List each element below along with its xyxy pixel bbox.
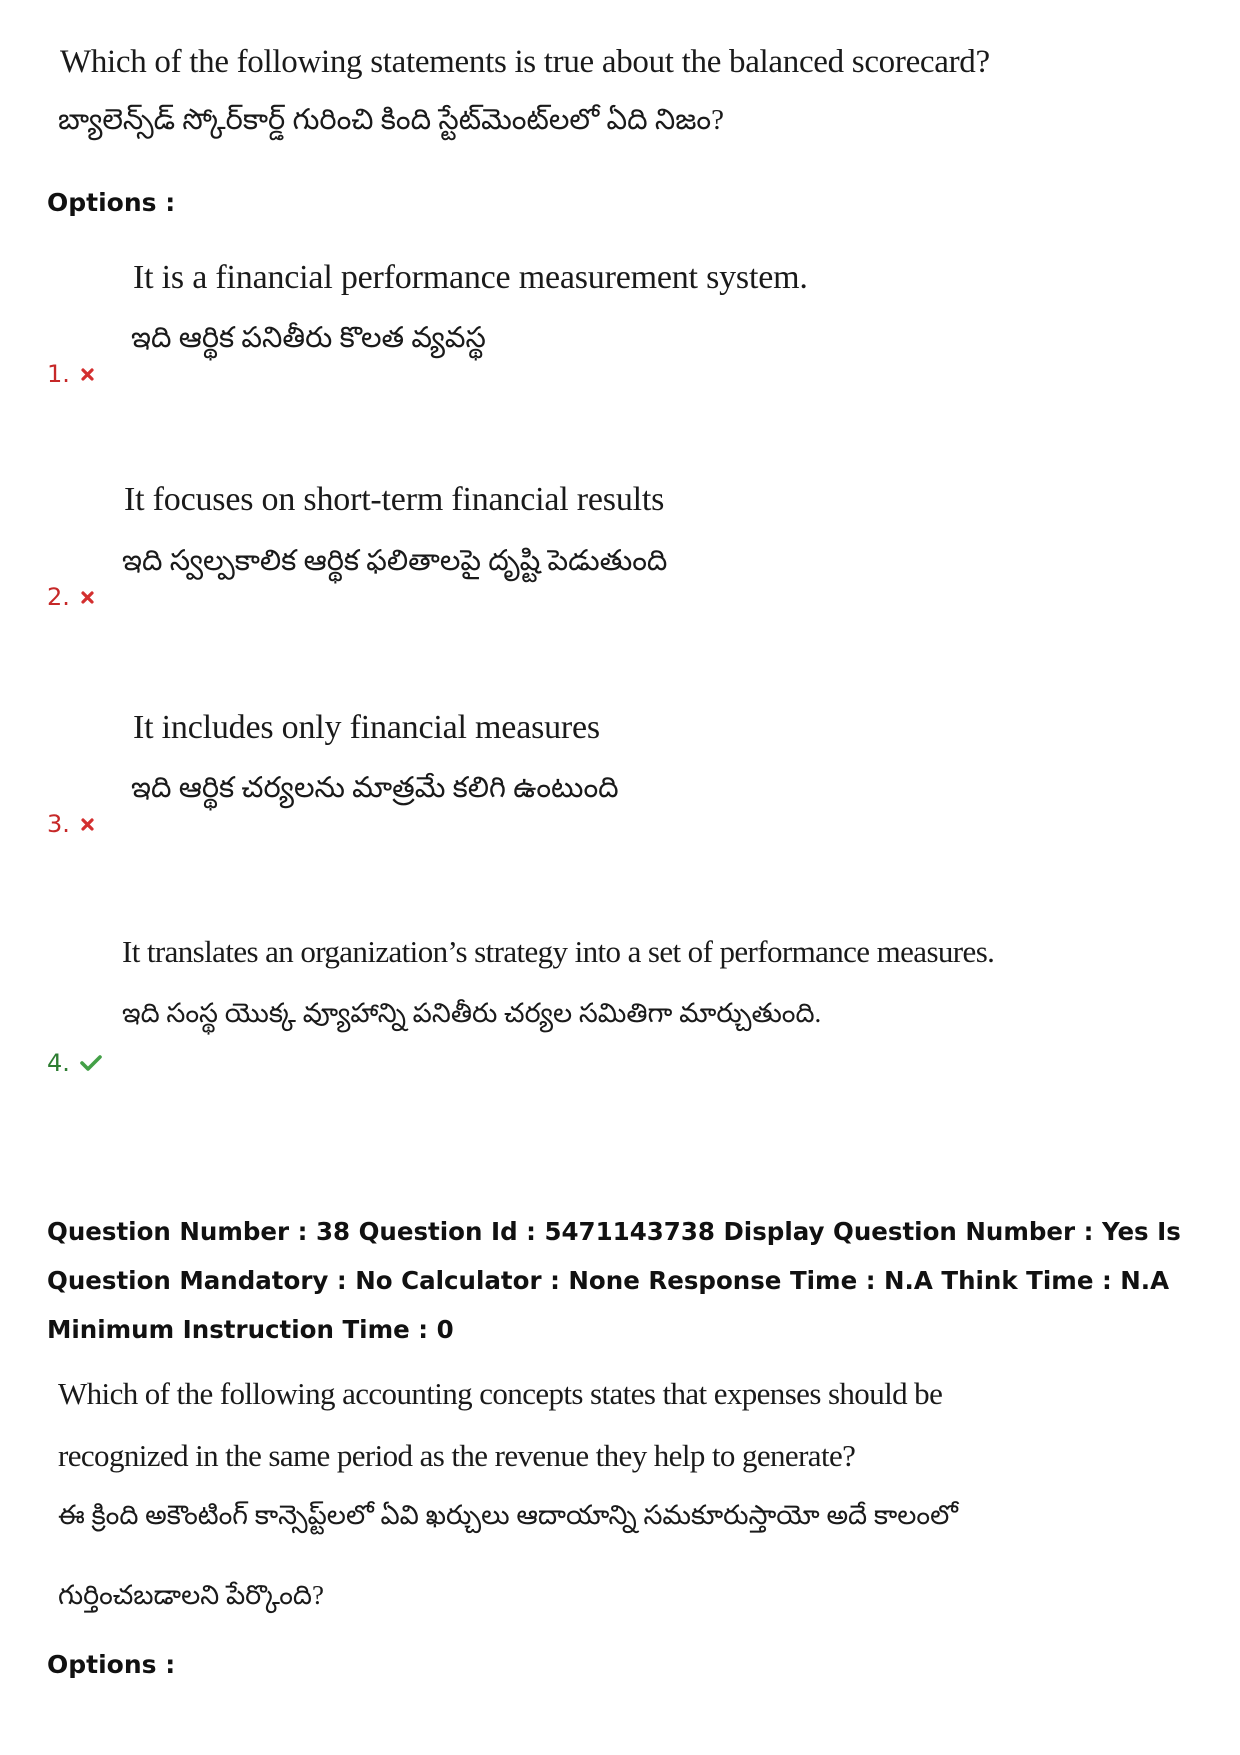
option-4-number [47, 1049, 102, 1077]
next-question-line1-te: ఈ క్రింది అకౌంటింగ్ కాన్సెప్ట్‌లలో ఏవి ఖర్చులు ఆదాయాన్ని సమకూరుస్తాయో అదే కాలంలో [58, 1500, 958, 1530]
option-3-number-label: 3. [47, 810, 70, 838]
next-question-line2-en: recognized in the same period as the revenue they help to generate? [58, 1438, 856, 1473]
option-4-text-en: It translates an organization’s strategy into a set of performance measures. [122, 934, 995, 969]
options-label: Options : [47, 188, 176, 217]
next-question-line2-te: గుర్తించబడాలని పేర్కొంది? [58, 1580, 324, 1610]
cross-icon [80, 367, 95, 382]
option-1-number-label: 1. [47, 360, 70, 388]
cross-icon [80, 590, 95, 605]
option-1-text-en: It is a financial performance measurement system. [133, 259, 808, 296]
option-2-text-en: It focuses on short-term financial results [124, 481, 665, 518]
option-2-number-label: 2. [47, 583, 70, 611]
option-4-number-label: 4. [47, 1049, 70, 1077]
option-2-text-te: ఇది స్వల్పకాలిక ఆర్థిక ఫలితాలపై దృష్టి పెడుతుంది [122, 545, 668, 577]
option-1-number [47, 360, 95, 388]
next-question-line1-en: Which of the following accounting concepts states that expenses should be [58, 1376, 943, 1411]
option-2-number [47, 583, 95, 611]
question-text-te: బ్యాలెన్స్‌డ్ స్కోర్‌కార్డ్ గురించి కింది స్టేట్‌మెంట్‌లలో ఏది నిజం? [58, 104, 724, 136]
option-3-text-te: ఇది ఆర్థిక చర్యలను మాత్రమే కలిగి ఉంటుంది [131, 772, 619, 804]
option-4-text-te: ఇది సంస్థ యొక్క వ్యూహాన్ని పనితీరు చర్యల సమితిగా మార్చుతుంది. [122, 998, 822, 1028]
options-label-2: Options : [47, 1650, 176, 1679]
question-text-en: Which of the following statements is true about the balanced scorecard? [60, 44, 990, 80]
option-3-text-en: It includes only financial measures [133, 709, 600, 746]
option-3-number [47, 810, 95, 838]
option-1-text-te: ఇది ఆర్థిక పనితీరు కొలత వ్యవస్థ [131, 322, 486, 354]
check-icon [80, 1054, 102, 1072]
question-meta: Question Number : 38 Question Id : 5471143738 Display Question Number : Yes Is Question Mandatory : No Calculator : None Response Time : N.A Think Time : N.A Minimum Instruction Time : 0 [47, 1217, 1181, 1344]
cross-icon [80, 817, 95, 832]
